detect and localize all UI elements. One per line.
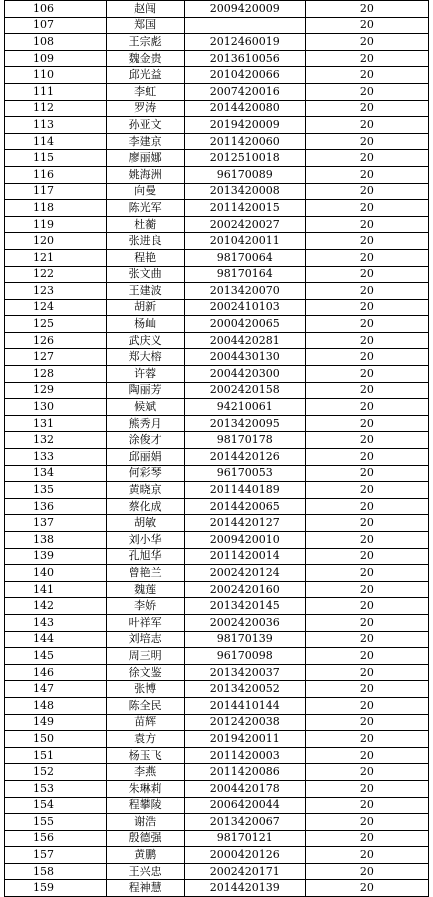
student-id-cell: 2002420124 — [184, 565, 305, 582]
table-row — [5, 100, 429, 117]
row-index-cell: 117 — [5, 183, 107, 200]
table-row — [5, 565, 429, 582]
score-cell: 20 — [305, 432, 428, 449]
score-cell: 20 — [305, 266, 428, 283]
score-cell: 20 — [305, 581, 428, 598]
table-row — [5, 548, 429, 565]
name-cell: 杜蘅 — [106, 216, 184, 233]
table-row — [5, 482, 429, 499]
row-index-cell: 148 — [5, 697, 107, 714]
row-index-cell: 144 — [5, 631, 107, 648]
student-id-cell: 96170098 — [184, 648, 305, 665]
student-id-cell: 98170064 — [184, 249, 305, 266]
score-cell: 20 — [305, 648, 428, 665]
score-cell: 20 — [305, 332, 428, 349]
name-cell: 郑国 — [106, 17, 184, 34]
student-id-cell: 2013420070 — [184, 283, 305, 300]
table-row — [5, 731, 429, 748]
name-cell: 程神慧 — [106, 880, 184, 897]
score-cell: 20 — [305, 200, 428, 217]
student-id-cell: 2014420139 — [184, 880, 305, 897]
row-index-cell: 147 — [5, 681, 107, 698]
grade-table — [4, 0, 429, 897]
score-cell: 20 — [305, 366, 428, 383]
row-index-cell: 133 — [5, 449, 107, 466]
student-id-cell: 2002420027 — [184, 216, 305, 233]
name-cell: 黄晓京 — [106, 482, 184, 499]
score-cell: 20 — [305, 1, 428, 18]
table-row — [5, 863, 429, 880]
score-cell: 20 — [305, 830, 428, 847]
name-cell: 许蓉 — [106, 366, 184, 383]
row-index-cell: 146 — [5, 664, 107, 681]
row-index-cell: 145 — [5, 648, 107, 665]
table-row — [5, 299, 429, 316]
row-index-cell: 123 — [5, 283, 107, 300]
student-id-cell: 2009420009 — [184, 1, 305, 18]
student-id-cell: 2009420010 — [184, 532, 305, 549]
score-cell: 20 — [305, 67, 428, 84]
name-cell: 殷德强 — [106, 830, 184, 847]
row-index-cell: 112 — [5, 100, 107, 117]
name-cell: 李虹 — [106, 83, 184, 100]
student-id-cell: 98170164 — [184, 266, 305, 283]
name-cell: 刘小华 — [106, 532, 184, 549]
name-cell: 徐文鉴 — [106, 664, 184, 681]
name-cell: 李建京 — [106, 133, 184, 150]
row-index-cell: 122 — [5, 266, 107, 283]
student-id-cell: 2002420160 — [184, 581, 305, 598]
table-row — [5, 399, 429, 416]
score-cell: 20 — [305, 880, 428, 897]
name-cell: 陈全民 — [106, 697, 184, 714]
name-cell: 魏金贵 — [106, 50, 184, 67]
name-cell: 郑大榕 — [106, 349, 184, 366]
table-row — [5, 532, 429, 549]
name-cell: 向曼 — [106, 183, 184, 200]
student-id-cell: 2010420011 — [184, 233, 305, 250]
row-index-cell: 151 — [5, 747, 107, 764]
score-cell: 20 — [305, 482, 428, 499]
student-id-cell: 2002410103 — [184, 299, 305, 316]
name-cell: 陶丽芳 — [106, 382, 184, 399]
table-row — [5, 664, 429, 681]
table-row — [5, 747, 429, 764]
name-cell: 孔旭华 — [106, 548, 184, 565]
student-id-cell: 2004420300 — [184, 366, 305, 383]
row-index-cell: 119 — [5, 216, 107, 233]
name-cell: 姚海洲 — [106, 166, 184, 183]
row-index-cell: 153 — [5, 780, 107, 797]
score-cell: 20 — [305, 100, 428, 117]
student-id-cell: 2014420127 — [184, 515, 305, 532]
table-row — [5, 681, 429, 698]
score-cell: 20 — [305, 17, 428, 34]
student-id-cell: 2012420038 — [184, 714, 305, 731]
row-index-cell: 120 — [5, 233, 107, 250]
table-row — [5, 133, 429, 150]
student-id-cell: 2002420171 — [184, 863, 305, 880]
row-index-cell: 124 — [5, 299, 107, 316]
row-index-cell: 138 — [5, 532, 107, 549]
row-index-cell: 131 — [5, 415, 107, 432]
name-cell: 赵闯 — [106, 1, 184, 18]
row-index-cell: 143 — [5, 614, 107, 631]
row-index-cell: 126 — [5, 332, 107, 349]
score-cell: 20 — [305, 797, 428, 814]
score-cell: 20 — [305, 598, 428, 615]
row-index-cell: 134 — [5, 465, 107, 482]
name-cell: 王宗彪 — [106, 34, 184, 51]
student-id-cell: 2013420052 — [184, 681, 305, 698]
name-cell: 邱光益 — [106, 67, 184, 84]
table-row — [5, 316, 429, 333]
student-id-cell: 96170053 — [184, 465, 305, 482]
name-cell: 刘培志 — [106, 631, 184, 648]
table-row — [5, 830, 429, 847]
student-id-cell: 2002420158 — [184, 382, 305, 399]
table-row — [5, 515, 429, 532]
table-row — [5, 332, 429, 349]
score-cell: 20 — [305, 631, 428, 648]
name-cell: 王兴忠 — [106, 863, 184, 880]
table-row — [5, 233, 429, 250]
student-id-cell: 2004420281 — [184, 332, 305, 349]
name-cell: 黄鹏 — [106, 847, 184, 864]
student-id-cell: 2002420036 — [184, 614, 305, 631]
table-row — [5, 366, 429, 383]
table-row — [5, 1, 429, 18]
score-cell: 20 — [305, 150, 428, 167]
student-id-cell: 96170089 — [184, 166, 305, 183]
student-id-cell: 98170139 — [184, 631, 305, 648]
name-cell: 张进良 — [106, 233, 184, 250]
score-cell: 20 — [305, 465, 428, 482]
row-index-cell: 109 — [5, 50, 107, 67]
name-cell: 曾艳兰 — [106, 565, 184, 582]
name-cell: 朱琳莉 — [106, 780, 184, 797]
name-cell: 廖丽娜 — [106, 150, 184, 167]
student-id-cell: 2014420126 — [184, 449, 305, 466]
row-index-cell: 140 — [5, 565, 107, 582]
row-index-cell: 154 — [5, 797, 107, 814]
table-row — [5, 266, 429, 283]
score-cell: 20 — [305, 780, 428, 797]
score-cell: 20 — [305, 449, 428, 466]
row-index-cell: 132 — [5, 432, 107, 449]
student-id-cell: 2012510018 — [184, 150, 305, 167]
student-id-cell: 94210061 — [184, 399, 305, 416]
table-row — [5, 631, 429, 648]
row-index-cell: 158 — [5, 863, 107, 880]
table-row — [5, 67, 429, 84]
student-id-cell: 2014410144 — [184, 697, 305, 714]
score-cell: 20 — [305, 382, 428, 399]
row-index-cell: 106 — [5, 1, 107, 18]
table-row — [5, 714, 429, 731]
score-cell: 20 — [305, 166, 428, 183]
score-cell: 20 — [305, 565, 428, 582]
table-row — [5, 614, 429, 631]
score-cell: 20 — [305, 498, 428, 515]
row-index-cell: 108 — [5, 34, 107, 51]
table-row — [5, 648, 429, 665]
table-row — [5, 150, 429, 167]
row-index-cell: 115 — [5, 150, 107, 167]
table-row — [5, 498, 429, 515]
row-index-cell: 135 — [5, 482, 107, 499]
table-row — [5, 780, 429, 797]
grade-table-body — [5, 1, 429, 897]
score-cell: 20 — [305, 714, 428, 731]
student-id-cell: 2011440189 — [184, 482, 305, 499]
student-id-cell: 2006420044 — [184, 797, 305, 814]
row-index-cell: 129 — [5, 382, 107, 399]
name-cell: 袁方 — [106, 731, 184, 748]
table-row — [5, 880, 429, 897]
row-index-cell: 113 — [5, 117, 107, 134]
name-cell: 胡新 — [106, 299, 184, 316]
score-cell: 20 — [305, 697, 428, 714]
score-cell: 20 — [305, 847, 428, 864]
score-cell: 20 — [305, 283, 428, 300]
name-cell: 王建波 — [106, 283, 184, 300]
table-row — [5, 449, 429, 466]
score-cell: 20 — [305, 548, 428, 565]
name-cell: 叶祥军 — [106, 614, 184, 631]
name-cell: 胡敏 — [106, 515, 184, 532]
table-row — [5, 216, 429, 233]
score-cell: 20 — [305, 664, 428, 681]
name-cell: 程艳 — [106, 249, 184, 266]
name-cell: 蔡化成 — [106, 498, 184, 515]
student-id-cell: 2000420065 — [184, 316, 305, 333]
table-row — [5, 17, 429, 34]
score-cell: 20 — [305, 133, 428, 150]
row-index-cell: 152 — [5, 764, 107, 781]
score-cell: 20 — [305, 316, 428, 333]
table-row — [5, 382, 429, 399]
row-index-cell: 137 — [5, 515, 107, 532]
name-cell: 李燕 — [106, 764, 184, 781]
table-row — [5, 465, 429, 482]
name-cell: 周三明 — [106, 648, 184, 665]
table-row — [5, 697, 429, 714]
student-id-cell: 2011420014 — [184, 548, 305, 565]
table-row — [5, 34, 429, 51]
table-row — [5, 581, 429, 598]
score-cell: 20 — [305, 863, 428, 880]
name-cell: 杨玉飞 — [106, 747, 184, 764]
name-cell: 张文曲 — [106, 266, 184, 283]
row-index-cell: 116 — [5, 166, 107, 183]
row-index-cell: 149 — [5, 714, 107, 731]
student-id-cell: 2013420037 — [184, 664, 305, 681]
row-index-cell: 121 — [5, 249, 107, 266]
row-index-cell: 110 — [5, 67, 107, 84]
student-id-cell: 2011420086 — [184, 764, 305, 781]
score-cell: 20 — [305, 814, 428, 831]
row-index-cell: 139 — [5, 548, 107, 565]
score-cell: 20 — [305, 764, 428, 781]
score-cell: 20 — [305, 399, 428, 416]
row-index-cell: 128 — [5, 366, 107, 383]
student-id-cell: 2011420003 — [184, 747, 305, 764]
name-cell: 张博 — [106, 681, 184, 698]
row-index-cell: 107 — [5, 17, 107, 34]
score-cell: 20 — [305, 34, 428, 51]
name-cell: 孙亚文 — [106, 117, 184, 134]
score-cell: 20 — [305, 731, 428, 748]
row-index-cell: 157 — [5, 847, 107, 864]
name-cell: 候斌 — [106, 399, 184, 416]
table-row — [5, 183, 429, 200]
student-id-cell: 2013420067 — [184, 814, 305, 831]
table-row — [5, 349, 429, 366]
name-cell: 李娇 — [106, 598, 184, 615]
row-index-cell: 127 — [5, 349, 107, 366]
score-cell: 20 — [305, 117, 428, 134]
student-id-cell: 2007420016 — [184, 83, 305, 100]
table-row — [5, 814, 429, 831]
name-cell: 涂俊才 — [106, 432, 184, 449]
student-id-cell: 98170121 — [184, 830, 305, 847]
table-row — [5, 200, 429, 217]
score-cell: 20 — [305, 233, 428, 250]
table-row — [5, 797, 429, 814]
row-index-cell: 118 — [5, 200, 107, 217]
name-cell: 武庆义 — [106, 332, 184, 349]
score-cell: 20 — [305, 299, 428, 316]
row-index-cell: 125 — [5, 316, 107, 333]
row-index-cell: 159 — [5, 880, 107, 897]
row-index-cell: 142 — [5, 598, 107, 615]
table-row — [5, 249, 429, 266]
student-id-cell: 2012460019 — [184, 34, 305, 51]
score-cell: 20 — [305, 614, 428, 631]
row-index-cell: 156 — [5, 830, 107, 847]
student-id-cell: 2013610056 — [184, 50, 305, 67]
table-row — [5, 432, 429, 449]
student-id-cell: 2011420015 — [184, 200, 305, 217]
table-row — [5, 50, 429, 67]
score-cell: 20 — [305, 50, 428, 67]
score-cell: 20 — [305, 349, 428, 366]
row-index-cell: 150 — [5, 731, 107, 748]
student-id-cell: 2011420060 — [184, 133, 305, 150]
score-cell: 20 — [305, 532, 428, 549]
score-cell: 20 — [305, 415, 428, 432]
table-row — [5, 598, 429, 615]
student-id-cell: 2000420126 — [184, 847, 305, 864]
score-cell: 20 — [305, 249, 428, 266]
score-cell: 20 — [305, 216, 428, 233]
table-row — [5, 283, 429, 300]
score-cell: 20 — [305, 681, 428, 698]
score-cell: 20 — [305, 183, 428, 200]
table-row — [5, 83, 429, 100]
name-cell: 程攀陵 — [106, 797, 184, 814]
row-index-cell: 111 — [5, 83, 107, 100]
name-cell: 苗辉 — [106, 714, 184, 731]
table-row — [5, 166, 429, 183]
student-id-cell: 2013420145 — [184, 598, 305, 615]
table-row — [5, 847, 429, 864]
student-id-cell — [184, 17, 305, 34]
student-id-cell: 2019420011 — [184, 731, 305, 748]
name-cell: 魏莲 — [106, 581, 184, 598]
student-id-cell: 2013420008 — [184, 183, 305, 200]
name-cell: 陈光军 — [106, 200, 184, 217]
name-cell: 熊秀月 — [106, 415, 184, 432]
name-cell: 邱丽娟 — [106, 449, 184, 466]
row-index-cell: 136 — [5, 498, 107, 515]
student-id-cell: 2014420065 — [184, 498, 305, 515]
row-index-cell: 141 — [5, 581, 107, 598]
student-id-cell: 2019420009 — [184, 117, 305, 134]
table-row — [5, 415, 429, 432]
row-index-cell: 114 — [5, 133, 107, 150]
student-id-cell: 2010420066 — [184, 67, 305, 84]
score-cell: 20 — [305, 747, 428, 764]
score-cell: 20 — [305, 83, 428, 100]
score-cell: 20 — [305, 515, 428, 532]
student-id-cell: 2013420095 — [184, 415, 305, 432]
student-id-cell: 2004420178 — [184, 780, 305, 797]
name-cell: 何彩琴 — [106, 465, 184, 482]
table-row — [5, 117, 429, 134]
name-cell: 罗涛 — [106, 100, 184, 117]
row-index-cell: 130 — [5, 399, 107, 416]
name-cell: 杨屾 — [106, 316, 184, 333]
name-cell: 谢浩 — [106, 814, 184, 831]
table-row — [5, 764, 429, 781]
student-id-cell: 2004430130 — [184, 349, 305, 366]
student-id-cell: 98170178 — [184, 432, 305, 449]
student-id-cell: 2014420080 — [184, 100, 305, 117]
row-index-cell: 155 — [5, 814, 107, 831]
